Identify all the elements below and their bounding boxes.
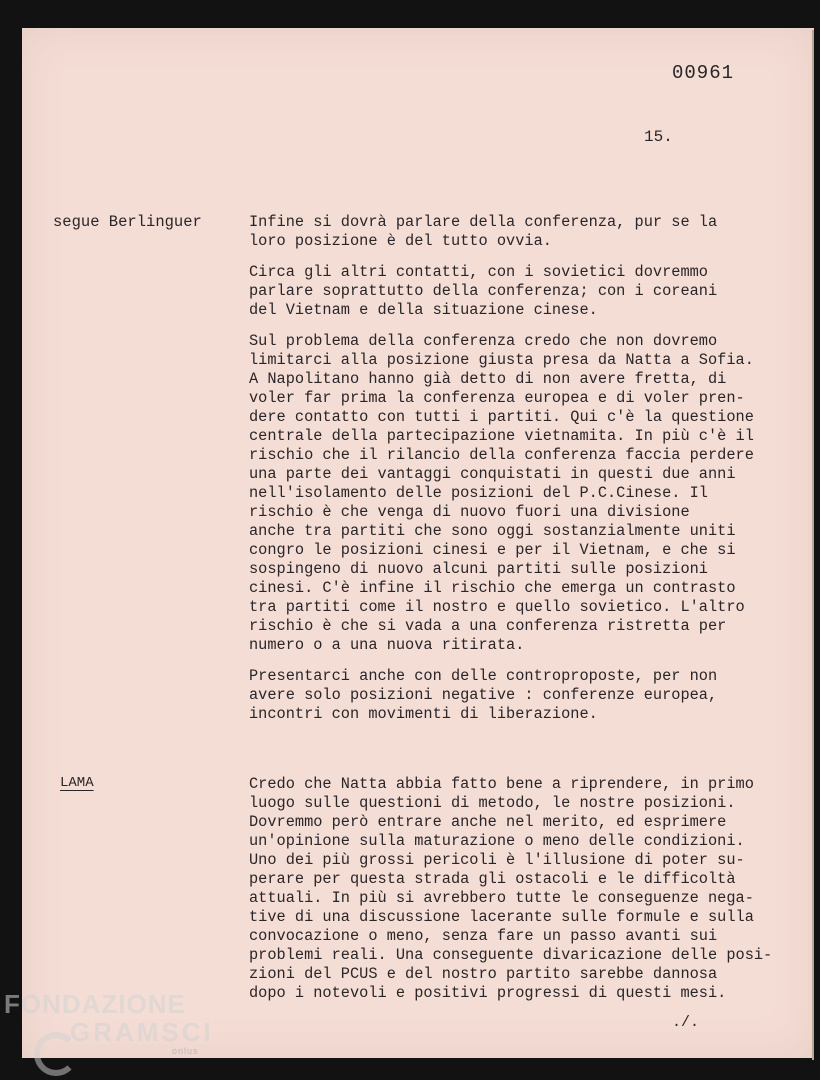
speech-block <box>249 775 789 1003</box>
speaker-label: segue Berlinguer <box>53 213 202 231</box>
paragraph: Circa gli altri contatti, con i sovietici dovremmo parlare soprattutto della conferenza; con i coreani del Vietnam e della situazione cinese. <box>249 263 718 319</box>
paragraph: Infine si dovrà parlare della conferenza, pur se la loro posizione è del tutto ovvia. <box>249 213 718 250</box>
watermark-line: FONDAZIONE <box>4 989 186 1019</box>
page-number: 15. <box>644 128 673 146</box>
continuation-mark: ./. <box>672 1014 700 1031</box>
page-edge <box>812 30 814 1060</box>
watermark-logo <box>4 990 214 1056</box>
paragraph: Credo che Natta abbia fatto bene a riprendere, in primo luogo sulle questioni di metodo, le nostre posizioni. Dovremmo però entrare anche nel merito, ed esprimere un'opinione sulla maturazione o meno delle condizioni. Uno dei più grossi pericoli è l'illusione di poter su- perare per questa strada gli ostacoli e le difficoltà attuali. In più si avrebbero tutte le conseguenze nega- tive di una discussione lacerante sulle formule e sulla convocazione o meno, senza fare un passo avanti sui problemi reali. Una conseguente divaricazione delle posi- zioni del PCUS e del nostro partito sarebbe dannosa dopo i notevoli e positivi progressi di questi mesi. <box>249 775 773 1002</box>
watermark-line: GRAMSCI <box>70 1017 214 1047</box>
watermark-line: onlus <box>172 1046 199 1056</box>
speaker-label: LAMA <box>60 775 94 791</box>
g-logo-icon <box>34 1032 78 1076</box>
paragraph: Presentarci anche con delle controproposte, per non avere solo posizioni negative : conferenze europea, incontri con movimenti di liberazione. <box>249 667 718 723</box>
document-number: 00961 <box>672 62 735 84</box>
paragraph: Sul problema della conferenza credo che non dovremo limitarci alla posizione giusta presa da Natta a Sofia. A Napolitano hanno già detto di non avere fretta, di voler far prima la conferenza europea e di voler pren- dere contatto con tutti i partiti. Qui c'è la questione centrale della partecipazione vietnamita. In più c'è il rischio che il rilancio della conferenza faccia perdere una parte dei vantaggi conquistati in questi due anni nell'isolamento delle posizioni del P.C.Cinese. Il rischio è che venga di nuovo fuori una divisione anche tra partiti che sono oggi sostanzialmente uniti congro le posizioni cinesi e per il Vietnam, e che si sospingeno di nuovo alcuni partiti sulle posizioni cinesi. C'è infine il rischio che emerga un contrasto tra partiti come il nostro e quello sovietico. L'altro rischio è che si vada a una conferenza ristretta per numero o a una nuova ritirata. <box>249 332 754 654</box>
speech-block <box>249 213 789 724</box>
